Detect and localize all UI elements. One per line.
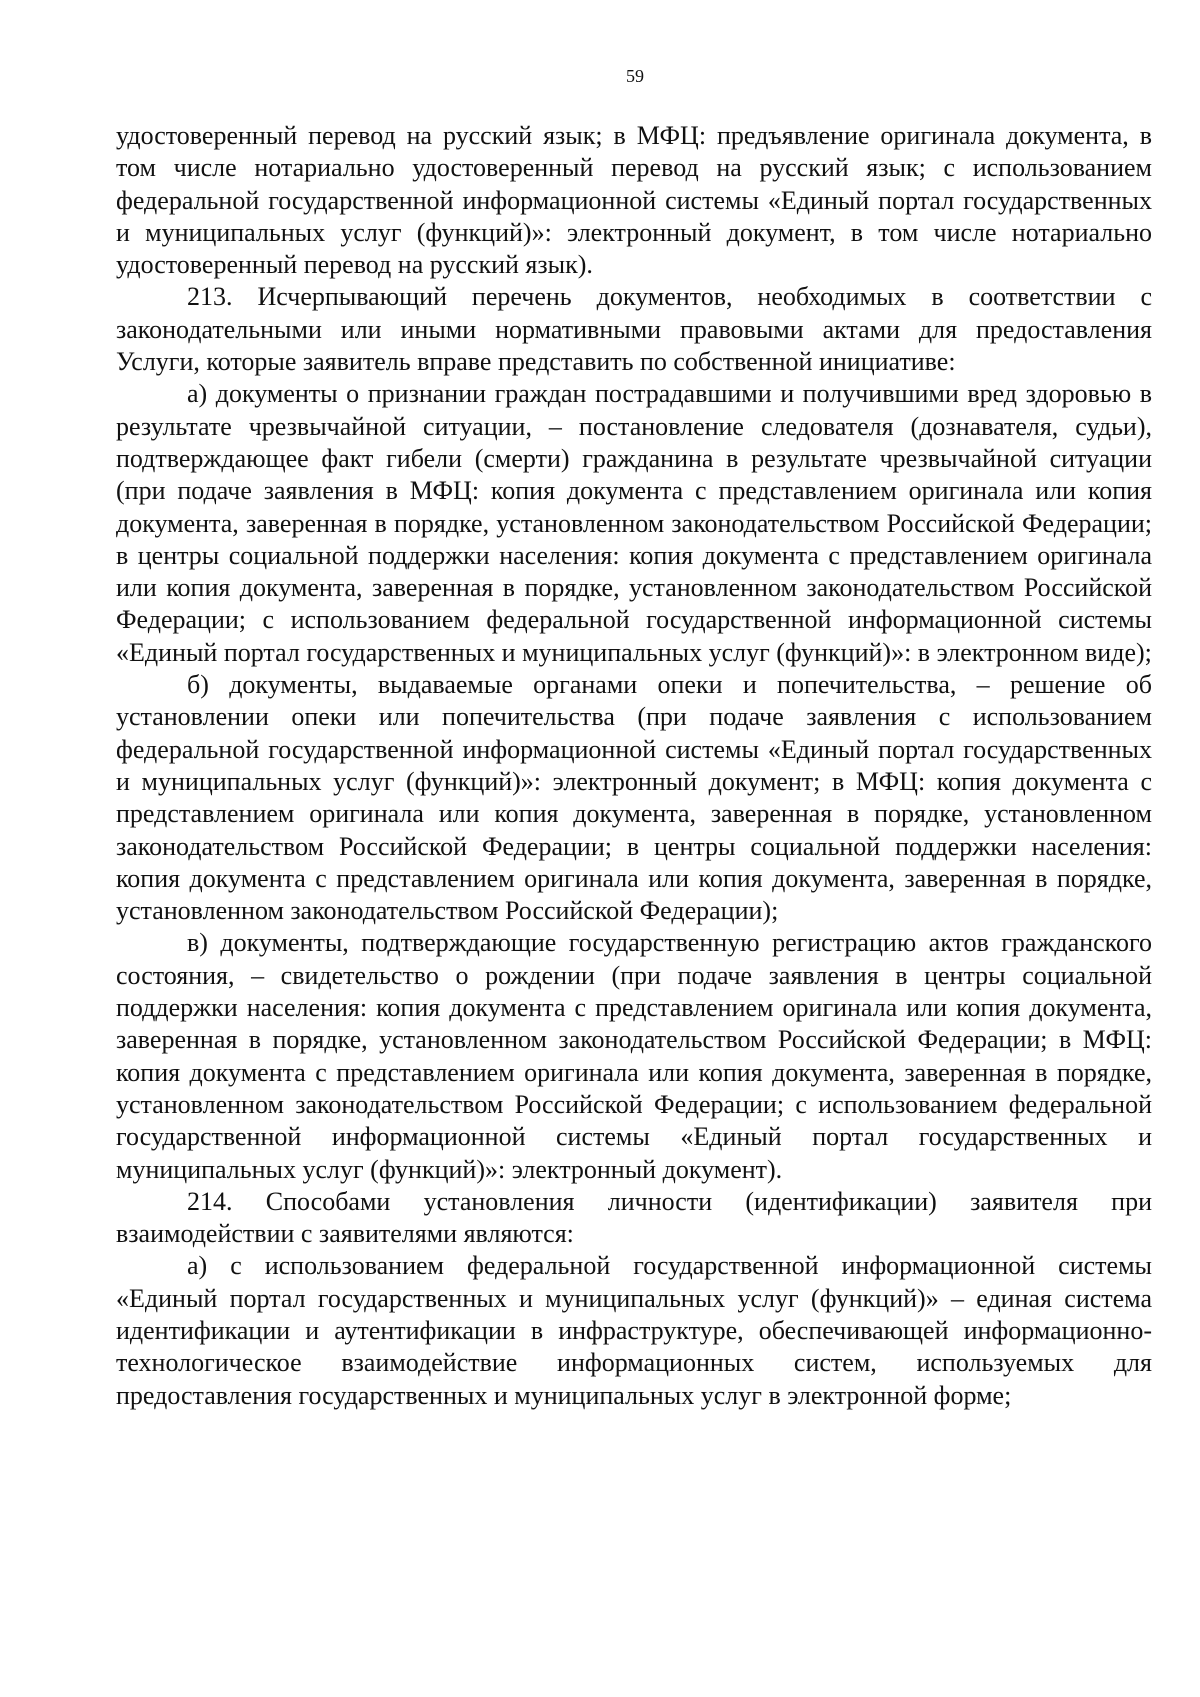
page-number: 59 (626, 66, 644, 86)
paragraph-213-b: б) документы, выдаваемые органами опеки и попечительства, – решение об установлении опеки или попечительства (при подаче заявления с использованием федеральной государственной информационной системы «Единый портал государственных и муниципальных услуг (функций)»: электронный документ; в МФЦ: копия документа с представлением оригинала или копия документа, заверенная в порядке, установленном законодательством Российской Федерации; в центры социальной поддержки населения: копия документа с представлением оригинала или копия документа, заверенная в порядке, установленном законодательством Российской Федерации); (116, 670, 1152, 926)
paragraph-213-a: а) документы о признании граждан пострадавшими и получившими вред здоровью в результате чрезвычайной ситуации, – постановление следователя (дознавателя, судьи), подтверждающее факт гибели (смерти) гражданина в результате чрезвычайной ситуации (при подаче заявления в МФЦ: копия документа с представлением оригинала или копия документа, заверенная в порядке, установленном законодательством Российской Федерации; в центры социальной поддержки населения: копия документа с представлением оригинала или копия документа, заверенная в порядке, установленном законодательством Российской Федерации; с использованием федеральной государственной информационной системы «Единый портал государственных и муниципальных услуг (функций)»: в электронном виде); (116, 379, 1152, 667)
document-body (116, 120, 1152, 1412)
paragraph-213: 213. Исчерпывающий перечень документов, необходимых в соответствии с законодательными или иными нормативными правовыми актами для предоставления Услуги, которые заявитель вправе представить по собственной инициативе: (116, 282, 1152, 377)
paragraph-214-a: а) с использованием федеральной государственной информационной системы «Единый портал государственных и муниципальных услуг (функций)» – единая система идентификации и аутентификации в инфраструктуре, обеспечивающей информационно-технологическое взаимодействие информационных систем, используемых для предоставления государственных и муниципальных услуг в электронной форме; (116, 1251, 1152, 1410)
paragraph-214: 214. Способами установления личности (идентификации) заявителя при взаимодействии с заявителями являются: (116, 1186, 1152, 1249)
paragraph-continuation: удостоверенный перевод на русский язык; в МФЦ: предъявление оригинала документа, в том числе нотариально удостоверенный перевод на русский язык; с использованием федеральной государственной информационной системы «Единый портал государственных и муниципальных услуг (функций)»: электронный документ, в том числе нотариально удостоверенный перевод на русский язык). (116, 121, 1152, 280)
paragraph-213-v: в) документы, подтверждающие государственную регистрацию актов гражданского состояния, – свидетельство о рождении (при подаче заявления в центры социальной поддержки населения: копия документа с представлением оригинала или копия документа, заверенная в порядке, установленном законодательством Российской Федерации; в МФЦ: копия документа с представлением оригинала или копия документа, заверенная в порядке, установленном законодательством Российской Федерации; с использованием федеральной государственной информационной системы «Единый портал государственных и муниципальных услуг (функций)»: электронный документ). (116, 928, 1152, 1184)
